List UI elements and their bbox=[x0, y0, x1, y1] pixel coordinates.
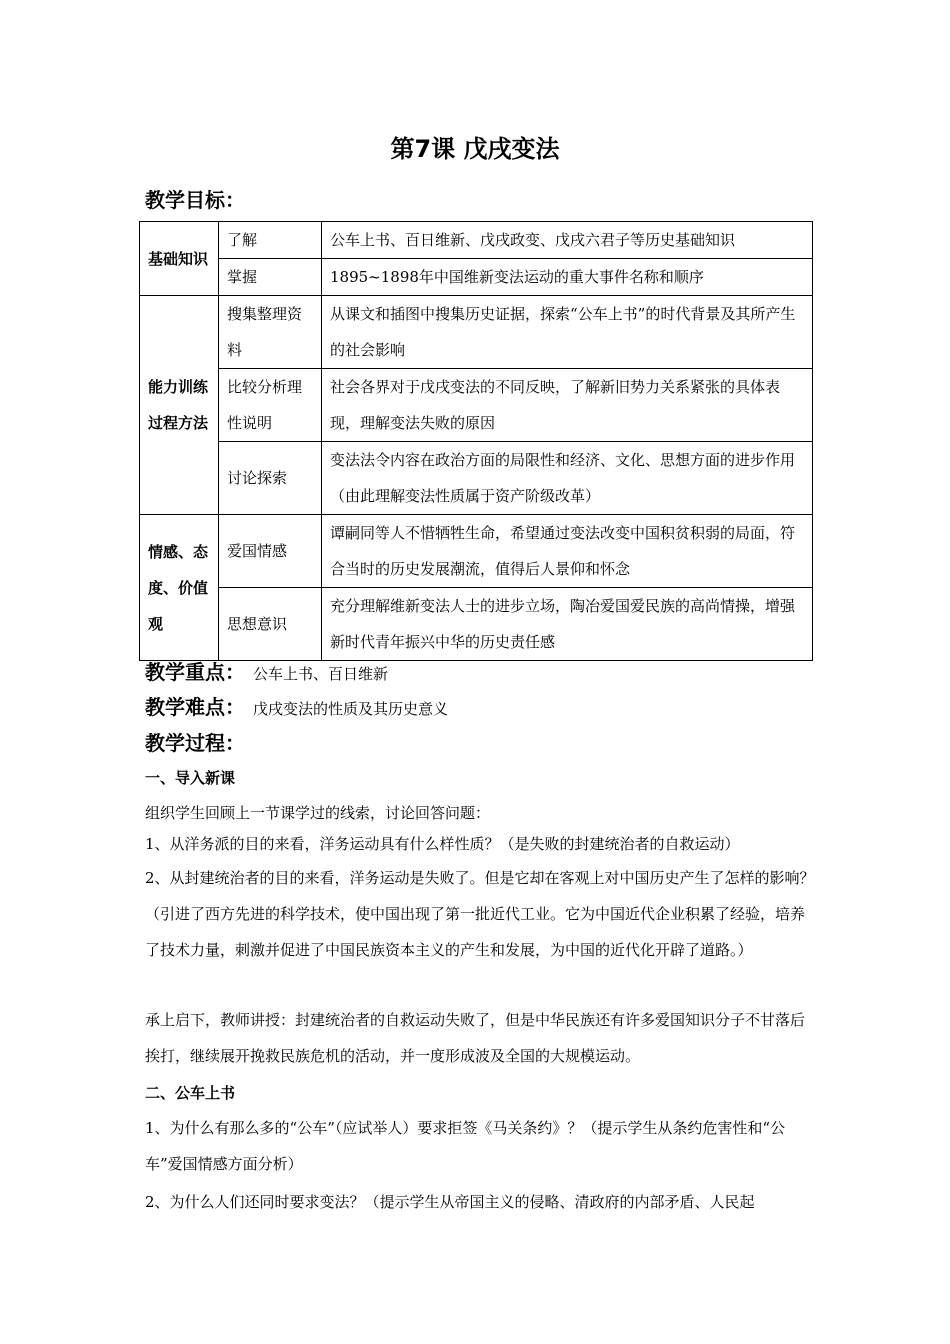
content-cell: 变法法令内容在政治方面的局限性和经济、文化、思想方面的进步作用（由此理解变法性质属于资产阶级改革） bbox=[322, 442, 813, 515]
sub-cell: 讨论探索 bbox=[219, 442, 322, 515]
lesson-title: 第7课 戊戌变法 bbox=[390, 135, 560, 163]
table-row bbox=[140, 369, 813, 442]
category-cell: 基础知识 bbox=[140, 222, 219, 296]
objectives-table bbox=[139, 221, 813, 661]
paragraph: 2、为什么人们还同时要求变法？（提示学生从帝国主义的侵略、清政府的内部矛盾、人民起 bbox=[145, 1193, 755, 1211]
table-row bbox=[140, 588, 813, 661]
content-cell: 社会各界对于戊戌变法的不同反映，了解新旧势力关系紧张的具体表现，理解变法失败的原因 bbox=[322, 369, 813, 442]
paragraph: 1、从洋务派的目的来看，洋务运动具有什么样性质？（是失败的封建统治者的自救运动） bbox=[145, 835, 740, 853]
table-row bbox=[140, 259, 813, 296]
sub-cell: 搜集整理资料 bbox=[219, 296, 322, 369]
section-title: 一、导入新课 bbox=[145, 769, 236, 787]
table-row bbox=[140, 296, 813, 369]
section-title: 二、公车上书 bbox=[145, 1084, 236, 1102]
content-cell: 充分理解维新变法人士的进步立场，陶冶爱国爱民族的高尚情操，增强新时代青年振兴中华的历史责任感 bbox=[322, 588, 813, 661]
objectives-heading bbox=[145, 185, 245, 215]
paragraph: 承上启下，教师讲授：封建统治者的自救运动失败了，但是中华民族还有许多爱国知识分子不甘落后挨打，继续展开挽救民族危机的活动，并一度形成波及全国的大规模运动。 bbox=[145, 1011, 806, 1065]
sub-cell: 比较分析理性说明 bbox=[219, 369, 322, 442]
difficulty-value: 戊戌变法的性质及其历史意义 bbox=[253, 700, 449, 718]
table-row bbox=[140, 442, 813, 515]
sub-cell: 掌握 bbox=[219, 259, 322, 296]
sub-cell: 了解 bbox=[219, 222, 322, 259]
content-cell: 1895~1898年中国维新变法运动的重大事件名称和顺序 bbox=[322, 259, 813, 296]
paragraph: 组织学生回顾上一节课学过的线索，讨论回答问题： bbox=[145, 804, 491, 822]
key-point-label: 教学重点： bbox=[145, 660, 245, 684]
table-row bbox=[140, 515, 813, 588]
paragraph: 2、从封建统治者的目的来看，洋务运动是失败了。但是它却在客观上对中国历史产生了怎样的影响？（引进了西方先进的科学技术，使中国出现了第一批近代工业。它为中国近代企业积累了经验，培养了技术力量，刺激并促进了中国民族资本主义的产生和发展，为中国的近代化开辟了道路。） bbox=[145, 869, 815, 959]
content-cell: 从课文和插图中搜集历史证据，探索“公车上书”的时代背景及其所产生的社会影响 bbox=[322, 296, 813, 369]
category-cell: 能力训练过程方法 bbox=[140, 296, 219, 515]
category-cell: 情感、态度、价值观 bbox=[140, 515, 219, 661]
key-point bbox=[145, 657, 388, 689]
process-heading: 教学过程： bbox=[145, 731, 245, 755]
content-cell: 谭嗣同等人不惜牺牲生命，希望通过变法改变中国积贫积弱的局面，符合当时的历史发展潮流，值得后人景仰和怀念 bbox=[322, 515, 813, 588]
objectives-heading-text: 教学目标： bbox=[145, 188, 245, 212]
difficulty-label: 教学难点： bbox=[145, 695, 245, 719]
key-point-value: 公车上书、百日维新 bbox=[253, 665, 389, 683]
content-cell: 公车上书、百日维新、戊戌政变、戊戌六君子等历史基础知识 bbox=[322, 222, 813, 259]
sub-cell: 思想意识 bbox=[219, 588, 322, 661]
sub-cell: 爱国情感 bbox=[219, 515, 322, 588]
table-row bbox=[140, 222, 813, 259]
difficulty bbox=[145, 692, 448, 724]
paragraph: 1、为什么有那么多的“公车”（应试举人）要求拒签《马关条约》？（提示学生从条约危害性和“公车”爱国情感方面分析） bbox=[145, 1119, 786, 1173]
